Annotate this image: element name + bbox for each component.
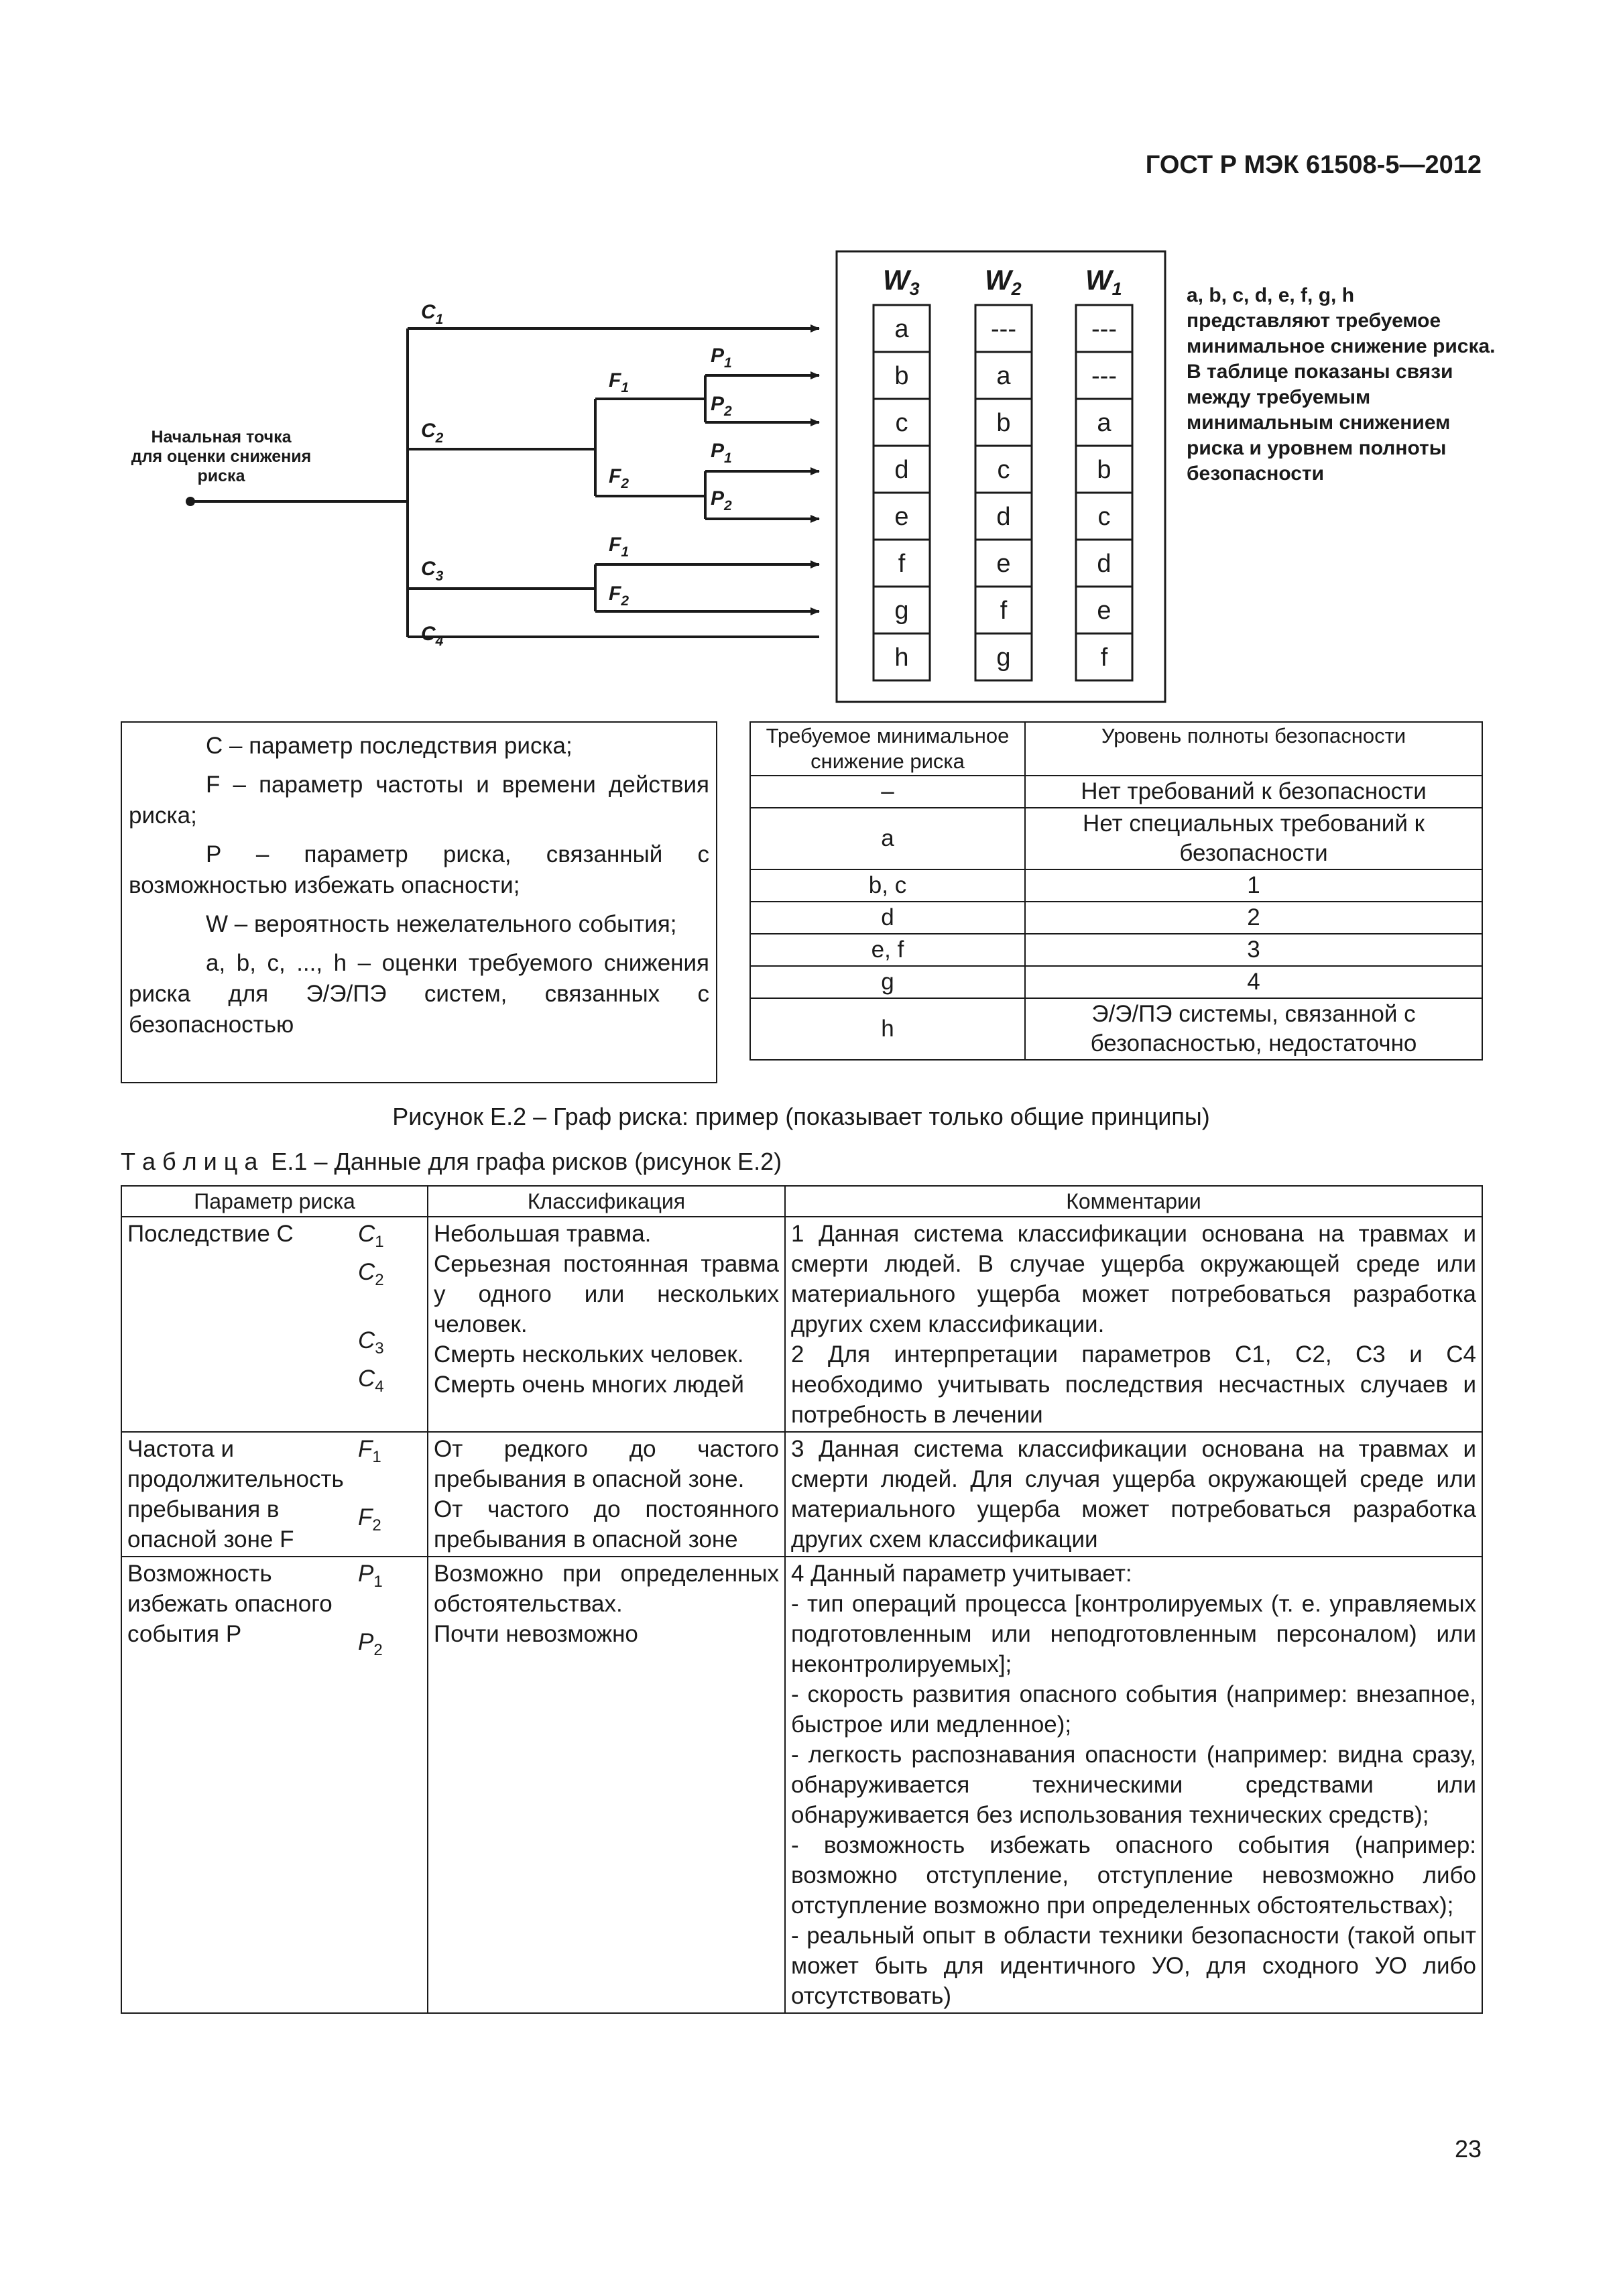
risk-cell-value: --- — [1091, 362, 1117, 390]
comment-item: - реальный опыт в области техники безопасности (такой опыт может быть для идентичного УО, для сходного УО либо отсутствовать) — [791, 1923, 1477, 2009]
consequence-label: $C_2$ — [421, 420, 444, 446]
safety-level-cell: 3 — [1025, 934, 1482, 966]
classification-item: Смерть нескольких человек. — [434, 1341, 744, 1368]
classification-item: Смерть очень многих людей — [434, 1372, 744, 1398]
risk-reduction-cell: – — [750, 776, 1025, 808]
probability-header: W1 — [1085, 264, 1122, 299]
classification-item: Небольшая травма. — [434, 1221, 652, 1247]
risk-cell-value: e — [1097, 597, 1111, 625]
start-point-label: Начальная точка для оценки снижения риска — [131, 428, 312, 485]
classification-item: Возможно при определенных обстоятельствах. — [434, 1561, 780, 1617]
figure-caption: Рисунок Е.2 – Граф риска: пример (показывает только общие принципы) — [392, 1103, 1210, 1130]
table-row — [121, 1557, 1482, 2013]
risk-cell-value: a — [894, 315, 909, 343]
table-row — [750, 808, 1482, 869]
risk-cell-value: h — [894, 644, 909, 672]
legend-item: F – параметр частоты и времени действия риска; — [129, 772, 709, 829]
column-header: Требуемое минимальное снижение риска — [750, 722, 1025, 776]
classification-cell — [428, 1432, 785, 1557]
risk-cell-value: f — [1000, 597, 1008, 625]
risk-cell-value: g — [894, 597, 909, 625]
diagram-note: a, b, c, d, e, f, g, h представляют требуемое минимальное снижение риска. В таблице показаны связи между требуемым минимальным снижением риска и уровнем полноты безопасности — [1187, 284, 1496, 485]
parameter-symbol: $F_1$ — [358, 1436, 381, 1466]
column-header: Комментарии — [785, 1186, 1482, 1217]
comment-item: - скорость развития опасного события (например: внезапное, быстрое или медленное); — [791, 1681, 1477, 1738]
risk-cell-value: b — [894, 362, 909, 390]
safety-level-cell: 2 — [1025, 902, 1482, 934]
consequence-label: $C_1$ — [421, 301, 444, 327]
comment-cell — [785, 1557, 1482, 2013]
column-header: Параметр риска — [121, 1186, 428, 1217]
parameter-symbol: $P_2$ — [358, 1629, 383, 1659]
safety-level-cell: Нет специальных требований к безопасности — [1025, 808, 1482, 869]
comment-item: 1 Данная система классификации основана на травмах и смерти людей. В случае ущерба окружающей среде или материального ущерба может потребоваться разработка других схем классификации. — [791, 1221, 1477, 1337]
risk-cell-value: c — [1097, 503, 1111, 531]
parameter-cell: Частота и продолжительность пребывания в опасной зоне F — [121, 1432, 353, 1557]
document-header: ГОСТ Р МЭК 61508-5—2012 — [1145, 151, 1482, 179]
risk-reduction-cell: g — [750, 966, 1025, 998]
comment-item: 2 Для интерпретации параметров C1, C2, C3 и C4 необходимо учитывать последствия несчастных случаев и потребность в лечении — [791, 1341, 1477, 1428]
risk-graph-data-table — [121, 1185, 1483, 2014]
risk-cell-value: e — [894, 503, 909, 531]
parameter-symbol: $C_2$ — [358, 1259, 384, 1289]
symbol-cell — [353, 1217, 428, 1432]
table-row — [750, 902, 1482, 934]
frequency-label: $F_1$ — [609, 369, 629, 396]
probability-header: W2 — [985, 264, 1022, 299]
comment-cell — [785, 1217, 1482, 1432]
risk-cell-value: d — [1097, 550, 1111, 578]
parameter-symbol: $P_1$ — [358, 1561, 383, 1591]
frequency-label: $F_2$ — [609, 465, 629, 491]
parameter-symbol: $C_4$ — [358, 1366, 384, 1396]
risk-cell-value: c — [997, 456, 1010, 484]
risk-cell-value: --- — [991, 315, 1016, 343]
risk-reduction-column — [975, 305, 1032, 680]
comment-item: 3 Данная система классификации основана на травмах и смерти людей. Для случая ущерба окружающей среде или материального ущерба может потребоваться разработка других схем классификации — [791, 1436, 1477, 1553]
avoidance-label: $P_2$ — [711, 393, 732, 419]
risk-reduction-cell: d — [750, 902, 1025, 934]
table-row — [750, 869, 1482, 902]
symbol-cell — [353, 1557, 428, 2013]
comment-item: 4 Данный параметр учитывает: — [791, 1561, 1132, 1587]
risk-cell-value: b — [1097, 456, 1111, 484]
table-row — [750, 998, 1482, 1060]
safety-level-cell: Нет требований к безопасности — [1025, 776, 1482, 808]
legend-item: a, b, c, ..., h – оценки требуемого снижения риска для Э/Э/ПЭ систем, связанных с безопасностью — [129, 950, 709, 1038]
table-caption: Т а б л и ц а Е.1 – Данные для графа рисков (рисунок Е.2) — [121, 1148, 782, 1175]
risk-reduction-cell: e, f — [750, 934, 1025, 966]
classification-item: От частого до постоянного пребывания в опасной зоне — [434, 1496, 780, 1553]
page-number: 23 — [1454, 2135, 1482, 2163]
table-row — [750, 776, 1482, 808]
legend-item: C – параметр последствия риска; — [206, 733, 573, 759]
table-header-row — [750, 722, 1482, 776]
column-header: Классификация — [428, 1186, 785, 1217]
parameter-symbol: $C_1$ — [358, 1221, 384, 1251]
parameter-symbol: $F_2$ — [358, 1504, 381, 1534]
consequence-label: $C_3$ — [421, 558, 444, 584]
parameter-cell: Последствие C — [121, 1217, 353, 1432]
table-row — [121, 1217, 1482, 1432]
comment-item: - легкость распознавания опасности (например: видна сразу, обнаруживается техническими средствами или обнаруживается без использования технических средств); — [791, 1742, 1477, 1828]
risk-cell-value: d — [894, 456, 909, 484]
probability-header: W3 — [883, 264, 920, 299]
risk-reduction-cell: b, c — [750, 869, 1025, 902]
table-row — [750, 934, 1482, 966]
safety-level-cell: 4 — [1025, 966, 1482, 998]
frequency-label: $F_2$ — [609, 583, 629, 609]
legend-item: W – вероятность нежелательного события; — [206, 911, 677, 937]
safety-levels-table — [749, 721, 1483, 1061]
risk-cell-value: --- — [1091, 315, 1117, 343]
risk-reduction-column — [874, 305, 930, 680]
table-header-row — [121, 1186, 1482, 1217]
symbol-cell — [353, 1432, 428, 1557]
consequence-label: $C_4$ — [421, 623, 444, 649]
risk-cell-value: e — [996, 550, 1011, 578]
risk-reduction-column — [1076, 305, 1132, 680]
safety-level-cell: Э/Э/ПЭ системы, связанной с безопасностью, недостаточно — [1025, 998, 1482, 1060]
comment-item: - тип операций процесса [контролируемых (т. е. управляемых подготовленным или неподготовленным персоналом) или неконтролируемых]; — [791, 1591, 1477, 1677]
risk-reduction-cell: h — [750, 998, 1025, 1060]
risk-cell-value: d — [996, 503, 1011, 531]
comment-item: - возможность избежать опасного события (например: возможно отступление, отступление невозможно либо отступление возможно при определенных обстоятельствах); — [791, 1832, 1477, 1919]
avoidance-label: $P_1$ — [711, 345, 732, 371]
classification-cell — [428, 1557, 785, 2013]
classification-item: Почти невозможно — [434, 1621, 638, 1647]
risk-cell-value: c — [895, 409, 908, 437]
safety-level-cell: 1 — [1025, 869, 1482, 902]
legend-box — [121, 721, 717, 1083]
risk-cell-value: g — [996, 644, 1011, 672]
table-row — [121, 1432, 1482, 1557]
frequency-label: $F_1$ — [609, 534, 629, 560]
avoidance-label: $P_2$ — [711, 487, 732, 513]
risk-cell-value: b — [996, 409, 1011, 437]
classification-item: Серьезная постоянная травма у одного или нескольких человек. — [434, 1251, 780, 1337]
risk-cell-value: f — [1100, 644, 1108, 672]
table-row — [750, 966, 1482, 998]
risk-cell-value: f — [898, 550, 906, 578]
risk-reduction-cell: a — [750, 808, 1025, 869]
parameter-symbol: $C_3$ — [358, 1327, 384, 1357]
classification-item: От редкого до частого пребывания в опасной зоне. — [434, 1436, 780, 1492]
avoidance-label: $P_1$ — [711, 440, 732, 466]
legend-item: P – параметр риска, связанный с возможностью избежать опасности; — [129, 841, 709, 898]
risk-cell-value: a — [996, 362, 1011, 390]
column-header: Уровень полноты безопасности — [1025, 722, 1482, 776]
classification-cell — [428, 1217, 785, 1432]
comment-cell — [785, 1432, 1482, 1557]
risk-cell-value: a — [1097, 409, 1111, 437]
parameter-cell: Возможность избежать опасного события P — [121, 1557, 353, 2013]
